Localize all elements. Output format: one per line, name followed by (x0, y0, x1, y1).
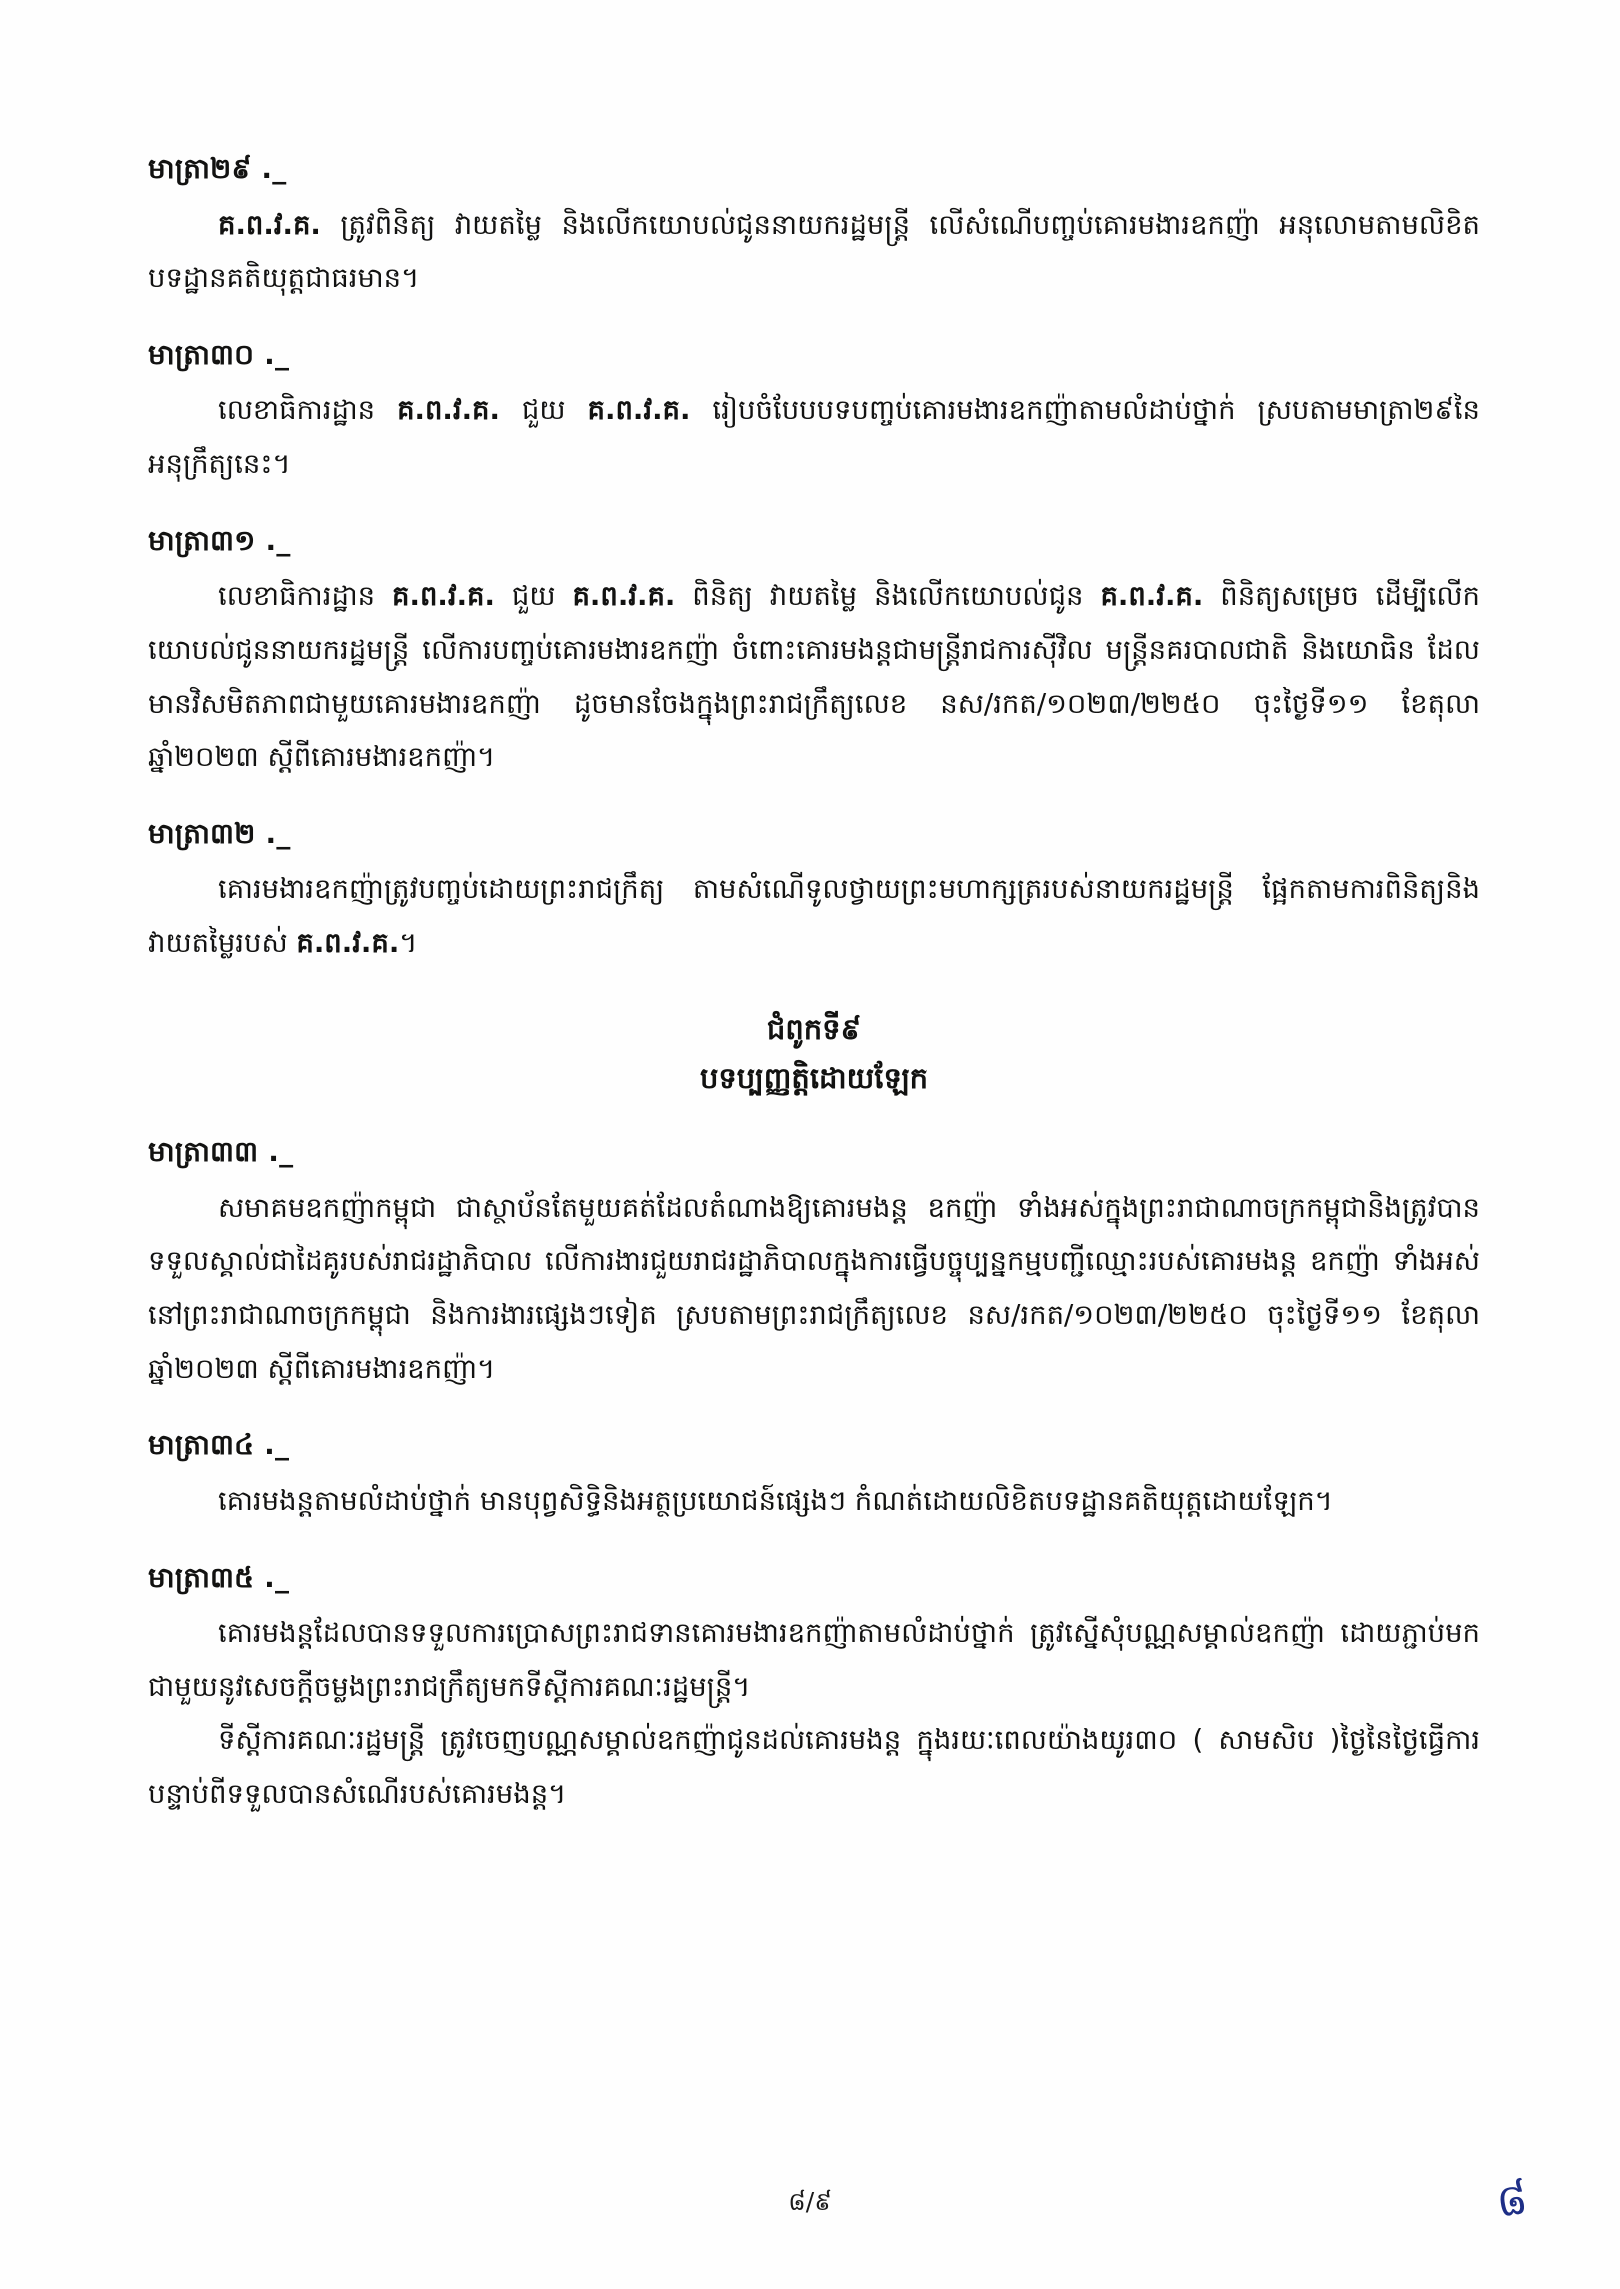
page-number: ៨/៩ (788, 2187, 832, 2216)
article-35-paragraph-2: ទីស្ដីការគណៈរដ្ឋមន្ត្រី ត្រូវចេញបណ្ណសម្គាល់ឧកញ៉ាជូនដល់គោរមងន្ត ក្នុងរយៈពេលយ៉ាងយូរ៣០ ( សាមសិប )ថ្ងៃនៃថ្ងៃធ្វើការ បន្ទាប់ពីទទួលបានសំណើរបស់គោរមងន្ត។ (148, 1724, 1480, 1810)
article-30-paragraph: លេខាធិការដ្ឋាន គ.ព.វ.គ. ជួយ គ.ព.វ.គ. រៀបចំបែបបទបញ្ចប់គោរមងារឧកញ៉ាតាមលំដាប់ថ្នាក់ ស្របតាមមាត្រា២៩នៃអនុក្រឹត្យនេះ។ (148, 394, 1481, 481)
article-35-paragraph-1: គោរមងន្តដែលបានទទួលការប្រោសព្រះរាជទានគោរមងារឧកញ៉ាតាមលំដាប់ថ្នាក់ ត្រូវស្នើសុំបណ្ណសម្គាល់ឧកញ៉ា ដោយភ្ជាប់មកជាមួយនូវសេចក្ដីចម្លងព្រះរាជក្រឹត្យមកទីស្ដីការគណៈរដ្ឋមន្ត្រី។ (148, 1617, 1480, 1703)
article-34-paragraph: គោរមងន្តតាមលំដាប់ថ្នាក់ មានបុព្វសិទ្ធិនិងអត្ថប្រយោជន៍ផ្សេងៗ កំណត់ដោយលិខិតបទដ្ឋានគតិយុត្តដោយឡែក។ (218, 1484, 1333, 1517)
chapter-subtitle: បទប្បញ្ញត្តិដោយឡែក (699, 1060, 929, 1095)
article-29 (148, 142, 1480, 306)
chapter-title: ជំពូកទី៩ (766, 1011, 862, 1046)
article-29-paragraph: គ.ព.វ.គ. ត្រូវពិនិត្យ វាយតម្លៃ និងលើកយោបល់ជូននាយករដ្ឋមន្ត្រី លើសំណើបញ្ចប់គោរមងារឧកញ៉ា អនុលោមតាមលិខិតបទដ្ឋានគតិយុត្តជាធរមាន។ (148, 208, 1480, 295)
article-32-heading: មាត្រា៣២ ._ (148, 816, 291, 850)
article-32-paragraph: គោរមងារឧកញ៉ាត្រូវបញ្ចប់ដោយព្រះរាជក្រឹត្យ តាមសំណើទូលថ្វាយព្រះមហាក្សត្ររបស់នាយករដ្ឋមន្ត្រី ផ្អែកតាមការពិនិត្យនិងវាយតម្លៃរបស់ គ.ព.វ.គ.។ (148, 873, 1480, 959)
article-31 (148, 514, 1480, 785)
chapter-heading-block (148, 1005, 1480, 1104)
article-35-heading: មាត្រា៣៥ ._ (148, 1560, 290, 1594)
document-body (148, 142, 1480, 1822)
article-33-heading: មាត្រា៣៣ ._ (148, 1135, 294, 1169)
article-29-heading: មាត្រា២៩ ._ (148, 152, 287, 185)
article-31-paragraph: លេខាធិការដ្ឋាន គ.ព.វ.គ. ជួយ គ.ព.វ.គ. ពិនិត្យ វាយតម្លៃ និងលើកយោបល់ជូន គ.ព.វ.គ. ពិនិត្យសម្រេច ដើម្បីលើកយោបល់ជូននាយករដ្ឋមន្ត្រី លើការបញ្ចប់គោរមងារឧកញ៉ា ចំពោះគោរមងន្តជាមន្ត្រីរាជការស៊ីវិល មន្ត្រីនគរបាលជាតិ និងយោធិន ដែលមានវិសមិតភាពជាមួយគោរមងារឧកញ៉ា ដូចមានចែងក្នុងព្រះរាជក្រឹត្យលេខ នស/រកត/១០២៣/២២៥០ ចុះថ្ងៃទី១១ ខែតុលា ឆ្នាំ២០២៣ ស្ដីពីគោរមងារឧកញ៉ា។ (148, 580, 1480, 774)
article-33 (148, 1125, 1480, 1396)
article-30-heading: មាត្រា៣០ ._ (148, 337, 290, 371)
article-34-heading: មាត្រា៣៤ ._ (148, 1428, 290, 1462)
page-footer (0, 2187, 1620, 2223)
article-32 (148, 807, 1480, 971)
article-35 (148, 1551, 1480, 1822)
handwritten-page-stamp: ៨ (1492, 2173, 1531, 2228)
article-30 (148, 328, 1480, 492)
article-31-heading: មាត្រា៣១ ._ (148, 523, 291, 557)
article-33-paragraph: សមាគមឧកញ៉ាកម្ពុជា ជាស្ថាប័នតែមួយគត់ដែលតំណាងឱ្យគោរមងន្ត ឧកញ៉ា ទាំងអស់ក្នុងព្រះរាជាណាចក្រកម្ពុជានិងត្រូវបានទទួលស្គាល់ជាដៃគូរបស់រាជរដ្ឋាភិបាល លើការងារជួយរាជរដ្ឋាភិបាលក្នុងការធ្វើបច្ចុប្បន្នកម្មបញ្ជីឈ្មោះរបស់គោរមងន្ត ឧកញ៉ា ទាំងអស់នៅព្រះរាជាណាចក្រកម្ពុជា និងការងារផ្សេងៗទៀត ស្របតាមព្រះរាជក្រឹត្យលេខ នស/រកត/១០២៣/២២៥០ ចុះថ្ងៃទី១១ ខែតុលា ឆ្នាំ២០២៣ ស្ដីពីគោរមងារឧកញ៉ា។ (148, 1191, 1480, 1385)
article-34 (148, 1418, 1480, 1528)
